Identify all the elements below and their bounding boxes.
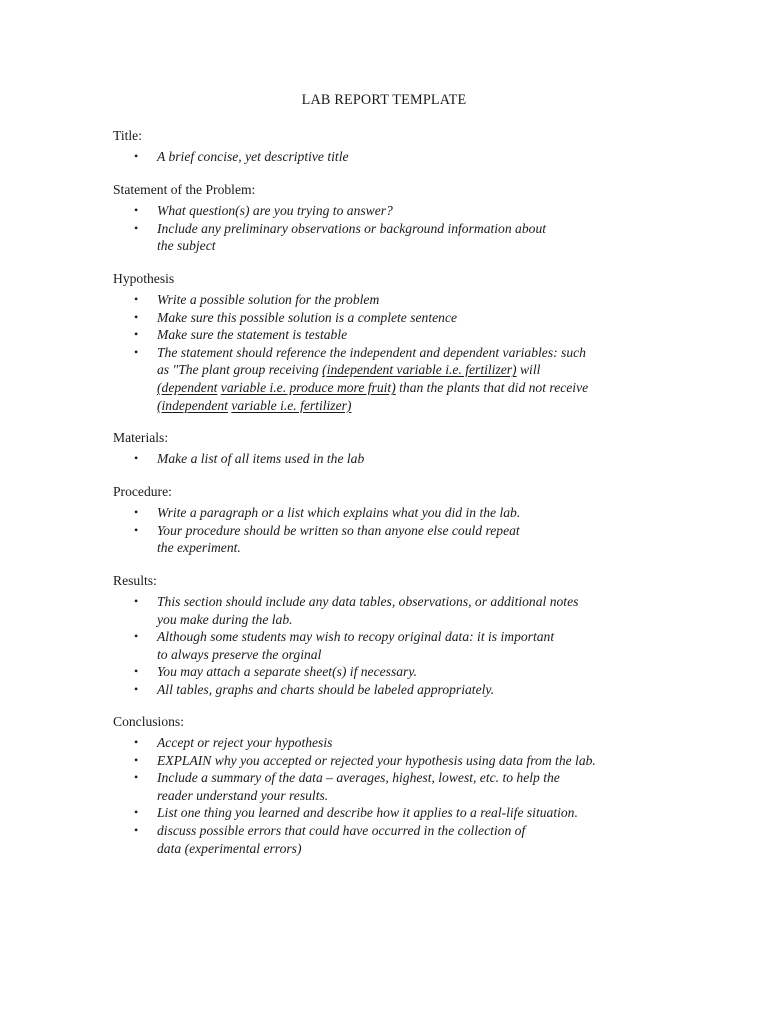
bullet-icon: • — [134, 505, 139, 519]
list-item: • You may attach a separate sheet(s) if necessary. — [134, 664, 418, 680]
list-item: • The statement should reference the independent and dependent variables: such as "The plant group receiving (independent variable i.e. fertilizer) will (dependent variable i.e. produce more fruit) than the plants that did not receive (independent variable i.e. fertilizer) — [134, 344, 589, 413]
list-item: • Make a list of all items used in the lab — [134, 451, 365, 466]
bullet-list — [113, 291, 673, 414]
bullet-icon: • — [134, 451, 139, 465]
bullet-icon: • — [134, 344, 139, 359]
bullet-icon: • — [134, 327, 139, 342]
bullet-list — [113, 148, 673, 166]
list-item: • EXPLAIN why you accepted or rejected your hypothesis using data from the lab. — [134, 752, 596, 768]
bullet-list — [113, 504, 673, 557]
bullet-icon: • — [134, 735, 139, 749]
bullet-icon: • — [134, 681, 139, 696]
list-item: • This section should include any data tables, observations, or additional notes you make during the lab. — [134, 594, 579, 627]
section-materials — [113, 429, 673, 468]
list-item: • What question(s) are you trying to answer? — [134, 203, 393, 218]
bullet-icon: • — [134, 522, 139, 537]
list-item: • Include any preliminary observations or background information about the subject — [134, 220, 547, 254]
list-item: • Make sure the statement is testable — [134, 327, 348, 343]
document-title: LAB REPORT TEMPLATE — [301, 92, 467, 108]
list-item: • Accept or reject your hypothesis — [134, 735, 333, 750]
section-heading: Results: — [113, 573, 157, 588]
bullet-list — [113, 202, 673, 255]
bullet-icon: • — [134, 292, 139, 306]
section-heading: Conclusions: — [113, 714, 184, 729]
bullet-icon: • — [134, 220, 139, 235]
list-item: • Make sure this possible solution is a complete sentence — [134, 309, 458, 325]
bullet-icon: • — [134, 203, 139, 217]
bullet-icon: • — [134, 752, 139, 767]
list-item: • Write a possible solution for the problem — [134, 292, 380, 307]
list-item: • List one thing you learned and describe how it applies to a real-life situation. — [134, 805, 578, 821]
section-title — [113, 127, 673, 166]
section-heading: Hypothesis — [113, 271, 175, 286]
bullet-icon: • — [134, 309, 139, 324]
bullet-list — [113, 593, 673, 699]
list-item: • All tables, graphs and charts should be labeled appropriately. — [134, 681, 495, 697]
section-hypothesis — [113, 270, 673, 414]
bullet-icon: • — [134, 149, 139, 163]
bullet-icon: • — [134, 664, 139, 679]
section-procedure — [113, 483, 673, 557]
section-heading: Materials: — [113, 430, 169, 445]
section-heading: Procedure: — [113, 484, 172, 499]
bullet-icon: • — [134, 594, 139, 608]
list-item: • discuss possible errors that could have occurred in the collection of data (experimental errors) — [134, 822, 526, 856]
list-item: • Your procedure should be written so than anyone else could repeat the experiment. — [134, 522, 520, 556]
section-results — [113, 572, 673, 699]
list-item: • Write a paragraph or a list which explains what you did in the lab. — [134, 505, 521, 520]
bullet-list — [113, 450, 673, 468]
section-heading: Statement of the Problem: — [113, 182, 256, 197]
section-conclusions — [113, 713, 673, 857]
list-item: • Include a summary of the data – averages, highest, lowest, etc. to help the reader understand your results. — [134, 770, 560, 803]
list-item: • Although some students may wish to recopy original data: it is important to always preserve the orginal — [134, 629, 555, 662]
bullet-list — [113, 734, 673, 857]
bullet-icon: • — [134, 822, 139, 837]
bullet-icon: • — [134, 770, 139, 785]
list-item: • A brief concise, yet descriptive title — [134, 149, 349, 164]
bullet-icon: • — [134, 805, 139, 820]
section-heading: Title: — [113, 128, 142, 143]
section-problem — [113, 181, 673, 255]
bullet-icon: • — [134, 629, 139, 644]
